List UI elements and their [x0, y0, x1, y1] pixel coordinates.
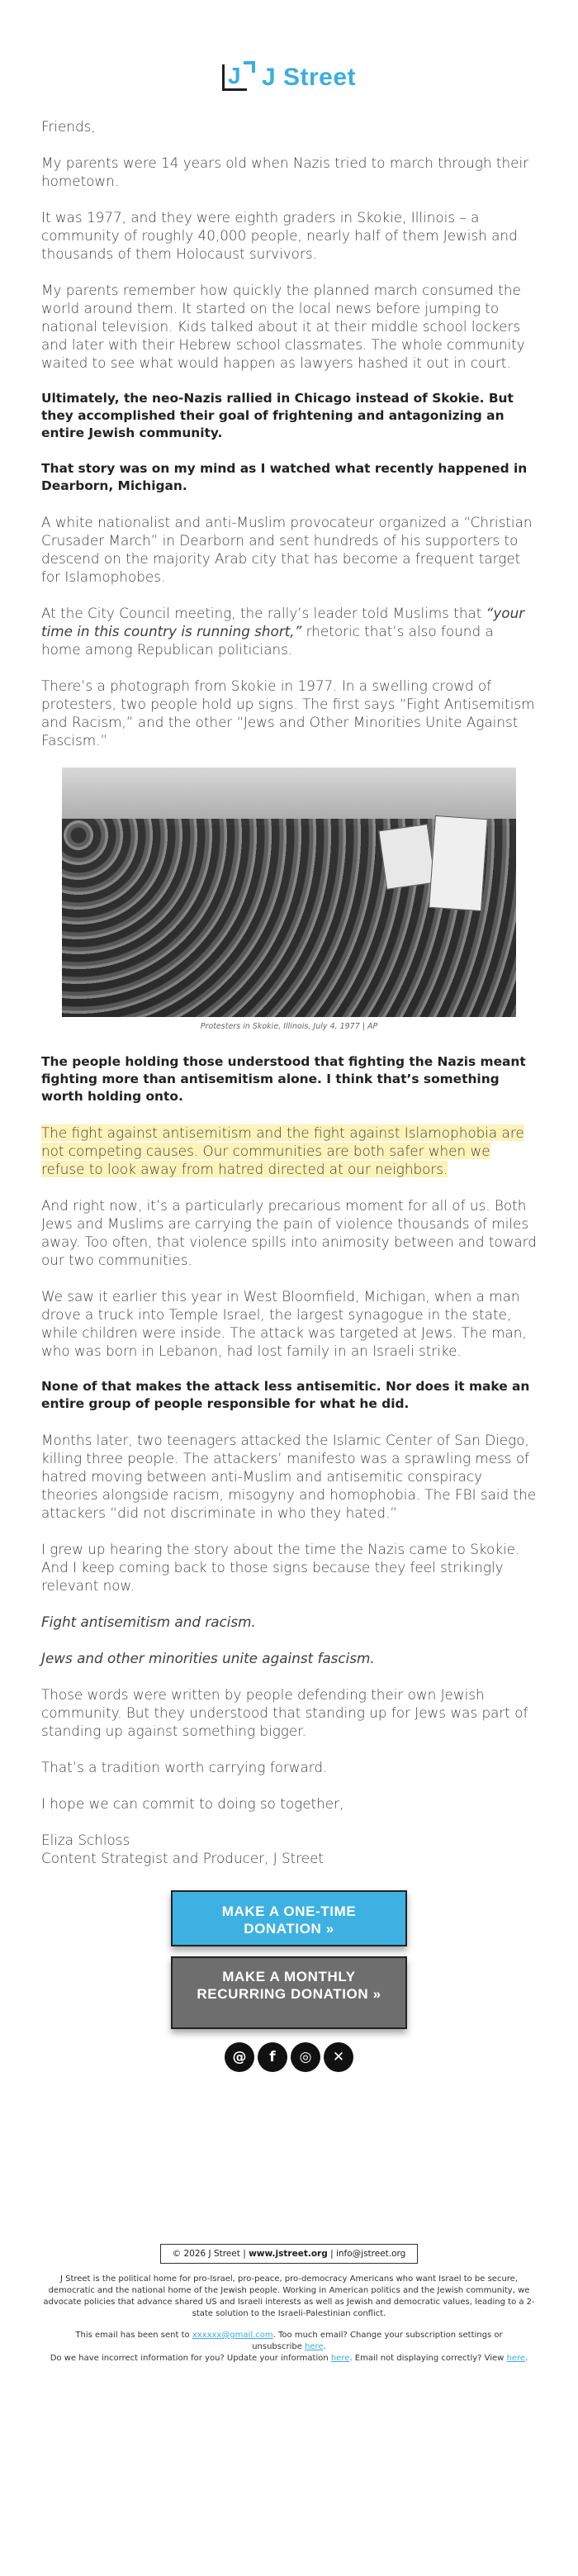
email-content-2 [0, 1038, 578, 1867]
x-icon[interactable]: ✕ [324, 2042, 353, 2072]
jstreet-logo[interactable] [0, 0, 578, 99]
paragraph: There’s a photograph from Skokie in 1977. In a swelling crowd of protesters, two people hold up signs. The first says “Fight Antisemitism and Racism,” and the other “Jews and Other Minorities Unite Against Fascism.” [41, 677, 535, 749]
email-content [0, 99, 578, 749]
monthly-donation-button[interactable]: MAKE A MONTHLY RECURRING DONATION » [171, 1956, 407, 2029]
view-in-browser-link[interactable]: here [506, 2354, 526, 2363]
highlighted-paragraph [41, 1124, 537, 1178]
copyright: © 2026 J Street [172, 2249, 240, 2259]
email-link[interactable]: info@jstreet.org [335, 2249, 406, 2259]
paragraph: And right now, it’s a particularly precarious moment for all of us. Both Jews and Muslims are carrying the pain of violence thousands of miles away. Too often, that violence spills into animosity between and toward our two communities. [41, 1197, 537, 1268]
sent-text: . [323, 2342, 326, 2351]
photo-block [62, 768, 516, 1038]
paragraph-text: At the City Council meeting, the rally’s leader told Muslims that [41, 605, 486, 621]
signature [41, 1831, 537, 1867]
update-text: . Email not displaying correctly? View [349, 2354, 507, 2363]
paragraph: A white nationalist and anti-Muslim provocateur organized a “Christian Crusader March” in Dearborn and sent hundreds of his supporters to descend on the majority Arab city that has become a frequent target for Islamophobes. [41, 514, 533, 585]
instagram-icon[interactable]: ◎ [291, 2042, 320, 2072]
bold-paragraph: Ultimately, the neo-Nazis rallied in Chicago instead of Skokie. But they accomplished their goal of frightening and antagonizing an entire Jewish community. [41, 391, 514, 440]
recipient-address[interactable]: xxxxxx@gmail.com [192, 2331, 273, 2340]
update-info-link[interactable]: here [330, 2354, 350, 2363]
bold-paragraph: None of that makes the attack less antisemitic. Nor does it make an entire group of people responsible for what he did. [41, 1379, 530, 1411]
italic-paragraph: Jews and other minorities unite against fascism. [41, 1650, 375, 1666]
highlight-text: The fight against antisemitism and the fight against Islamophobia are not competing causes. Our communities are both safer when we refuse to look away from hatred directed at our neighbors. [41, 1124, 524, 1177]
greeting: Friends, [41, 118, 96, 135]
paragraph: That’s a tradition worth carrying forward. [41, 1759, 328, 1775]
italic-paragraph: Fight antisemitism and racism. [41, 1614, 256, 1630]
paragraph: We saw it earlier this year in West Bloomfield, Michigan, when a man drove a truck into Temple Israel, the largest synagogue in the state, while children were inside. The attack was targeted at Jews. The man, who was born in Lebanon, had lost family in an Israeli strike. [41, 1288, 527, 1359]
paragraph [41, 604, 537, 658]
facebook-icon[interactable]: f [258, 2042, 287, 2072]
about-text: J Street is the political home for pro-Israel, pro-peace, pro-democracy Americans who want Israel to be secure, democratic and the national home of the Jewish people. Working in American politics and the Jewish community, we advocate policies that advance shared US and Israeli interests as well as Jewish and democratic values, leading to a 2-state solution to the Israeli-Palestinian conflict. [43, 2274, 535, 2318]
threads-icon[interactable]: @ [225, 2042, 254, 2072]
unsubscribe-link[interactable]: here [305, 2342, 324, 2351]
site-link[interactable]: www.jstreet.org [249, 2249, 328, 2259]
logo-mark-letter: J [227, 63, 241, 88]
donation-buttons [0, 1867, 578, 2039]
one-time-donation-button[interactable]: MAKE A ONE-TIME DONATION » [171, 1890, 407, 1946]
update-text: . [525, 2354, 528, 2363]
paragraph: My parents were 14 years old when Nazis tried to march through their hometown. [41, 154, 529, 189]
footer [0, 2244, 578, 2365]
paragraph: I grew up hearing the story about the time the Nazis came to Skokie. And I keep coming back to those signs because they feel strikingly relevant now. [41, 1541, 520, 1594]
paragraph: It was 1977, and they were eighth graders in Skokie, Illinois – a community of roughly 40,000 people, nearly half of them Jewish and thousands of them Holocaust survivors. [41, 209, 518, 262]
paragraph: I hope we can commit to doing so together, [41, 1795, 344, 1812]
paragraph: Months later, two teenagers attacked the Islamic Center of San Diego, killing three people. The attackers’ manifesto was a sprawling mess of hatred moving between anti-Muslim and antisemitic conspiracy theories alongside racism, misogyny and homophobia. The FBI said the attackers “did not discriminate in who they hated.” [41, 1432, 537, 1521]
subscription-text [50, 2330, 528, 2365]
paragraph: Those words were written by people defending their own Jewish community. But they understood that standing up for Jews was part of standing up against something bigger. [41, 1686, 528, 1739]
signature-name: Eliza Schloss [41, 1832, 130, 1848]
footer-contact-box: © 2026 J Street | www.jstreet.org | info@jstreet.org [160, 2244, 419, 2264]
bold-paragraph: That story was on my mind as I watched what recently happened in Dearborn, Michigan. [41, 461, 528, 493]
signature-title: Content Strategist and Producer, J Street [41, 1850, 324, 1866]
logo-text: J Street [261, 64, 357, 91]
bold-paragraph: The people holding those understood that fighting the Nazis meant fighting more than antisemitism alone. I think that’s something worth holding onto. [41, 1054, 526, 1104]
update-text: Do we have incorrect information for you? Update your information [50, 2354, 331, 2363]
paragraph-text: rhetoric that’s also found a home among Republican politicians. [41, 623, 494, 658]
photo-caption: Protesters in Skokie, Illinois, July 4, 1977 | AP [200, 1022, 378, 1031]
quote-text: “your time in this country is running short,” [41, 605, 525, 639]
paragraph: My parents remember how quickly the planned march consumed the world around them. It started on the local news before jumping to national television. Kids talked about it at their middle school lockers and later with their Hebrew school classmates. The whole community waited to see what would happen as lawyers hashed it out in court. [41, 282, 525, 371]
social-links [0, 2039, 578, 2072]
jstreet-logo-icon [222, 61, 255, 94]
sent-text: This email has been sent to [75, 2331, 192, 2340]
sent-text: . Too much email? Change your subscription settings or unsubscribe [252, 2331, 503, 2351]
skokie-protest-photo [62, 768, 516, 1017]
